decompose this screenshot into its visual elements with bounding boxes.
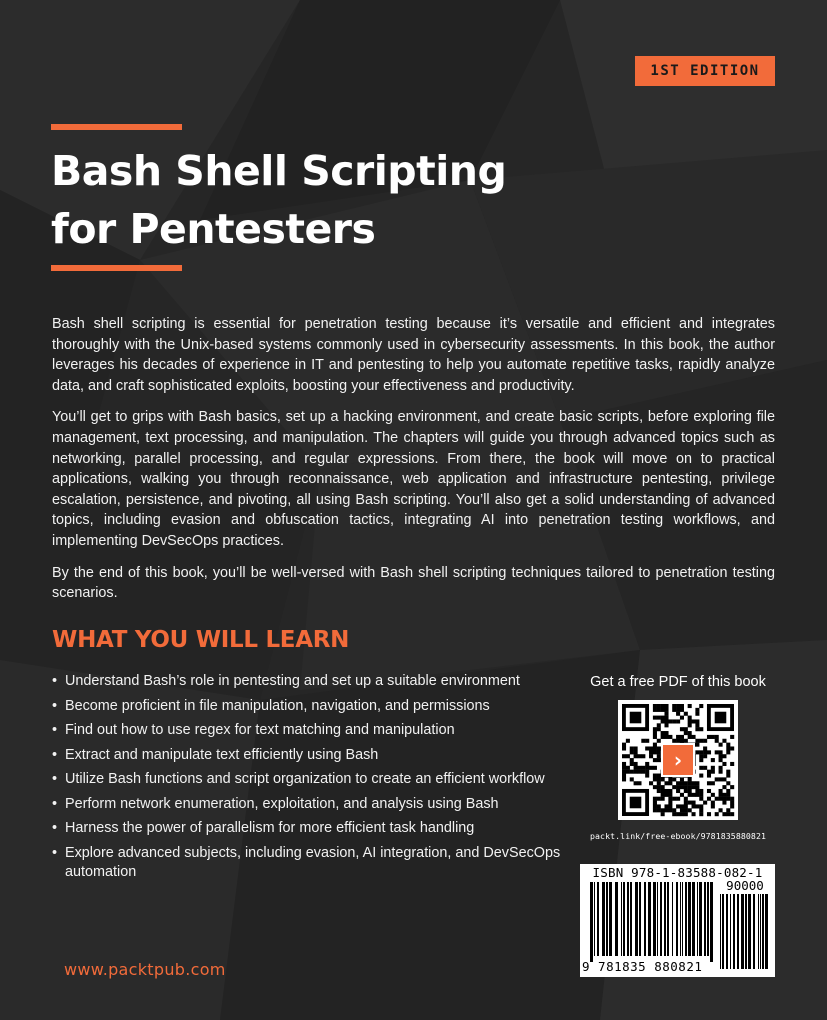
barcode-number: 9 781835 880821 [582, 959, 703, 974]
learn-heading: WHAT YOU WILL LEARN [52, 627, 350, 653]
learn-item: • Extract and manipulate text efficiently using Bash [52, 746, 562, 766]
description-paragraph: Bash shell scripting is essential for penetration testing because it’s versatile and efficient and integrates thoroughly with the Unix-based systems commonly used in cybersecurity assessments. In this book, the author leverages his decades of experience in IT and pentesting to help you automate repetitive tasks, rapidly analyze data, and craft sophisticated exploits, boosting your effectiveness and productivity. [52, 316, 775, 394]
qr-code[interactable] [618, 700, 738, 820]
learn-item: • Become proficient in file manipulation, navigation, and permissions [52, 697, 562, 717]
learn-item: • Utilize Bash functions and script organization to create an efficient workflow [52, 770, 562, 790]
isbn-barcode [580, 864, 775, 977]
packt-chevron-icon: › [673, 748, 683, 772]
isbn-label: ISBN 978-1-83588-082-1 [592, 865, 763, 880]
learn-list [52, 672, 562, 888]
qr-code-image [618, 700, 738, 820]
edition-badge: 1ST EDITION [635, 56, 775, 86]
free-ebook-link[interactable]: packt.link/free-ebook/9781835880821 [589, 831, 767, 841]
book-title [51, 142, 611, 258]
learn-item: • Perform network enumeration, exploitation, and analysis using Bash [52, 795, 562, 815]
learn-item: • Find out how to use regex for text matching and manipulation [52, 721, 562, 741]
description-paragraph: By the end of this book, you’ll be well-versed with Bash shell scripting techniques tailored to penetration testing scenarios. [52, 564, 775, 602]
title-top-rule [51, 124, 182, 130]
book-title-line-2: for Pentesters [51, 205, 376, 253]
learn-item: • Harness the power of parallelism for more efficient task handling [52, 819, 562, 839]
book-title-line-1: Bash Shell Scripting [51, 147, 507, 195]
publisher-website[interactable]: www.packtpub.com [64, 960, 226, 979]
title-bottom-rule [51, 265, 182, 271]
book-description [52, 314, 775, 615]
learn-item: • Explore advanced subjects, including evasion, AI integration, and DevSecOps automation [52, 844, 562, 883]
price-code: 90000 [726, 878, 764, 893]
learn-item: • Understand Bash’s role in pentesting and set up a suitable environment [52, 672, 562, 692]
description-paragraph: You’ll get to grips with Bash basics, set up a hacking environment, and create basic scripts, before exploring file management, text processing, and manipulation. The chapters will guide you through advanced topics such as networking, parallel processing, and regular expressions. From there, the book will move on to practical applications, walking you through reconnaissance, web application and infrastructure pentesting, privilege escalation, persistence, and pivoting, all using Bash scripting. You’ll also get a solid understanding of advanced topics, including evasion and obfuscation tactics, integrating AI into penetration testing workflows, and implementing DevSecOps practices. [52, 409, 775, 549]
free-pdf-label: Get a free PDF of this book [590, 674, 766, 690]
